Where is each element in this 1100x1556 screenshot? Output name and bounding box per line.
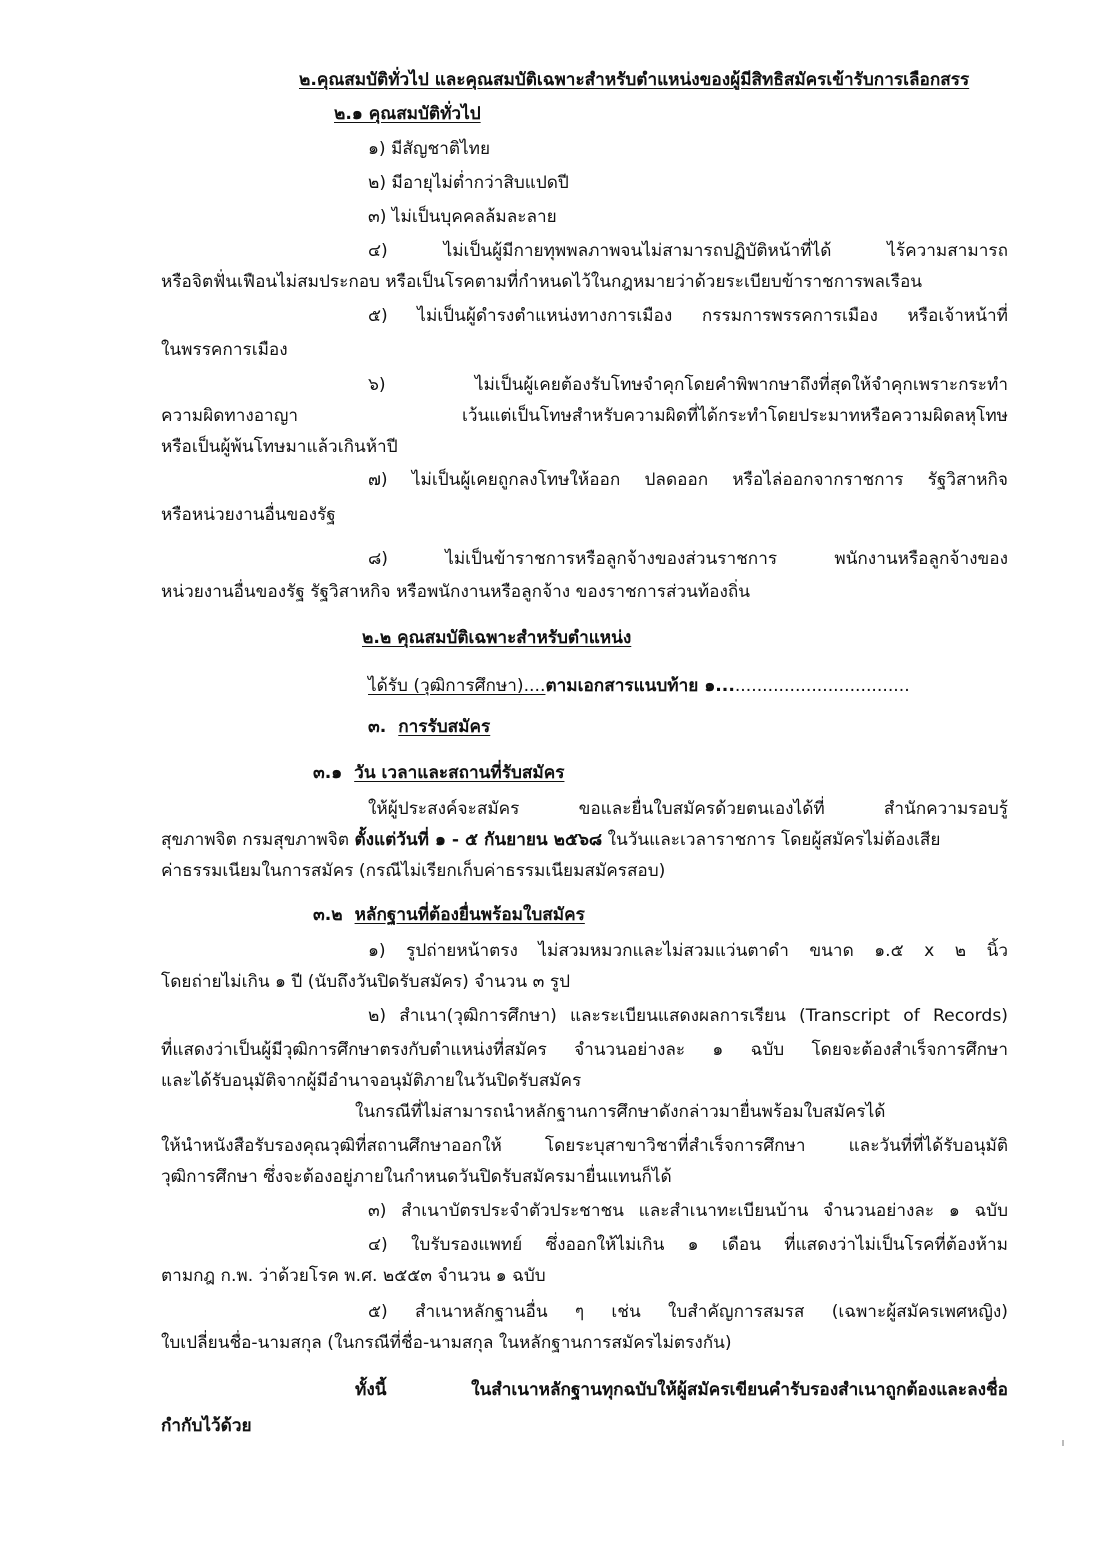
general-item-7-line-1: ๗) ไม่เป็นผู้เคยถูกลงโทษให้ออก ปลดออก หรือไล่ออกจากราชการ รัฐวิสาหกิจ xyxy=(368,470,1008,490)
s31-hours: ในวันและเวลาราชการ โดยผู้สมัครไม่ต้องเสีย xyxy=(602,830,941,850)
general-item-4-line-2: หรือจิตฟั่นเฟือนไม่สมประกอบ หรือเป็นโรคตามที่กำหนดไว้ในกฎหมายว่าด้วยระเบียบข้าราชการพลเรือน xyxy=(161,272,923,292)
general-item-8-line-2: หน่วยงานอื่นของรัฐ รัฐวิสาหกิจ หรือพนักงานหรือลูกจ้าง ของราชการส่วนท้องถิ่น xyxy=(161,582,751,602)
section-3-2-heading xyxy=(313,905,585,926)
specific-qualification xyxy=(368,676,910,697)
document-2-line-1: ๒) สำเนา(วุฒิการศึกษา) และระเบียนแสดงผลการเรียน (Transcript of Records) xyxy=(368,1006,1008,1026)
general-item-4-line-1: ๔) ไม่เป็นผู้มีกายทุพพลภาพจนไม่สามารถปฏิบัติหน้าที่ได้ ไร้ความสามารถ xyxy=(368,241,1008,261)
document-1-line-1: ๑) รูปถ่ายหน้าตรง ไม่สวมหมวกและไม่สวมแว่นตาดำ ขนาด ๑.๕ x ๒ นิ้ว xyxy=(368,941,1008,961)
section-3-1-line-3: ค่าธรรมเนียมในการสมัคร (กรณีไม่เรียกเก็บค่าธรรมเนียมสมัครสอบ) xyxy=(161,861,666,881)
qualification-dots: ................................ xyxy=(734,676,910,696)
general-item-2: ๒) มีอายุไม่ต่ำกว่าสิบแปดปี xyxy=(368,173,569,193)
s31-office: สุขภาพจิต กรมสุขภาพจิต xyxy=(161,830,355,850)
general-item-1: ๑) มีสัญชาติไทย xyxy=(368,139,491,159)
general-item-6-line-1: ๖) ไม่เป็นผู้เคยต้องรับโทษจำคุกโดยคำพิพากษาถึงที่สุดให้จำคุกเพราะกระทำ xyxy=(368,375,1008,395)
section-3-1-heading xyxy=(313,763,564,784)
general-item-6-line-3: หรือเป็นผู้พ้นโทษมาแล้วเกินห้าปี xyxy=(161,437,398,457)
qualification-prefix: ได้รับ (วุฒิการศึกษา).... xyxy=(368,676,546,696)
section-3-title: การรับสมัคร xyxy=(398,717,491,737)
document-2-line-2: ที่แสดงว่าเป็นผู้มีวุฒิการศึกษาตรงกับตำแหน่งที่สมัคร จำนวนอย่างละ ๑ ฉบับ โดยจะต้องสำเร็จการศึกษา xyxy=(161,1040,1008,1060)
s31-date-range: ตั้งแต่วันที่ ๑ - ๕ กันยายน ๒๕๖๘ xyxy=(354,830,603,850)
certification-note-line-2: กำกับไว้ด้วย xyxy=(161,1416,252,1436)
general-item-6-line-2: ความผิดทางอาญา เว้นแต่เป็นโทษสำหรับความผิดที่ได้กระทำโดยประมาทหรือความผิดลหุโทษ xyxy=(161,406,1008,426)
qualification-attachment: ตามเอกสารแนบท้าย ๑... xyxy=(545,676,735,696)
section-2-heading: ๒.คุณสมบัติทั่วไป และคุณสมบัติเฉพาะสำหรับตำแหน่งของผู้มีสิทธิสมัครเข้ารับการเลือกสรร xyxy=(299,70,970,90)
section-2-1-title: ๒.๑ คุณสมบัติทั่วไป xyxy=(334,104,481,124)
scan-artifact xyxy=(1062,1440,1064,1446)
section-3-2-number: ๓.๒ xyxy=(313,905,343,925)
document-2-line-6: วุฒิการศึกษา ซึ่งจะต้องอยู่ภายในกำหนดวันปิดรับสมัครมายื่นแทนก็ได้ xyxy=(161,1167,672,1187)
section-3-2-title: หลักฐานที่ต้องยื่นพร้อมใบสมัคร xyxy=(354,905,585,925)
document-2-line-5: ให้นำหนังสือรับรองคุณวุฒิที่สถานศึกษาออกให้ โดยระบุสาขาวิชาที่สำเร็จการศึกษา และวันที่ที่ได้รับอนุมัติ xyxy=(161,1136,1008,1156)
document-4-line-1: ๔) ใบรับรองแพทย์ ซึ่งออกให้ไม่เกิน ๑ เดือน ที่แสดงว่าไม่เป็นโรคที่ต้องห้าม xyxy=(368,1235,1008,1255)
general-item-8-line-1: ๘) ไม่เป็นข้าราชการหรือลูกจ้างของส่วนราชการ พนักงานหรือลูกจ้างของ xyxy=(368,549,1008,569)
document-4-line-2: ตามกฎ ก.พ. ว่าด้วยโรค พ.ศ. ๒๕๕๓ จำนวน ๑ ฉบับ xyxy=(161,1266,546,1286)
document-2-line-3: และได้รับอนุมัติจากผู้มีอำนาจอนุมัติภายในวันปิดรับสมัคร xyxy=(161,1071,582,1091)
certification-note-line-1: ทั้งนี้ ในสำเนาหลักฐานทุกฉบับให้ผู้สมัครเขียนคำรับรองสำเนาถูกต้องและลงชื่อ xyxy=(355,1380,1008,1400)
general-item-3: ๓) ไม่เป็นบุคคลล้มละลาย xyxy=(368,207,557,227)
section-3-number: ๓. xyxy=(368,717,387,737)
general-item-5-line-2: ในพรรคการเมือง xyxy=(161,340,288,360)
document-5-line-2: ใบเปลี่ยนชื่อ-นามสกุล (ในกรณีที่ชื่อ-นามสกุล ในหลักฐานการสมัครไม่ตรงกัน) xyxy=(161,1333,732,1353)
document-2-line-4: ในกรณีที่ไม่สามารถนำหลักฐานการศึกษาดังกล่าวมายื่นพร้อมใบสมัครได้ xyxy=(355,1102,886,1122)
document-3-line-1: ๓) สำเนาบัตรประจำตัวประชาชน และสำเนาทะเบียนบ้าน จำนวนอย่างละ ๑ ฉบับ xyxy=(368,1201,1008,1221)
section-3-1-number: ๓.๑ xyxy=(313,763,343,783)
section-3-heading xyxy=(368,717,490,738)
section-3-1-title: วัน เวลาและสถานที่รับสมัคร xyxy=(354,763,565,783)
document-5-line-1: ๕) สำเนาหลักฐานอื่น ๆ เช่น ใบสำคัญการสมรส (เฉพาะผู้สมัครเพศหญิง) xyxy=(368,1302,1008,1322)
general-item-5-line-1: ๕) ไม่เป็นผู้ดำรงตำแหน่งทางการเมือง กรรมการพรรคการเมือง หรือเจ้าหน้าที่ xyxy=(368,306,1008,326)
section-3-1-line-2 xyxy=(161,830,940,851)
section-3-1-line-1: ให้ผู้ประสงค์จะสมัคร ขอและยื่นใบสมัครด้วยตนเองได้ที่ สำนักความรอบรู้ xyxy=(368,799,1008,819)
section-2-2-title: ๒.๒ คุณสมบัติเฉพาะสำหรับตำแหน่ง xyxy=(362,628,632,648)
document-1-line-2: โดยถ่ายไม่เกิน ๑ ปี (นับถึงวันปิดรับสมัคร) จำนวน ๓ รูป xyxy=(161,972,570,992)
general-item-7-line-2: หรือหน่วยงานอื่นของรัฐ xyxy=(161,505,336,525)
